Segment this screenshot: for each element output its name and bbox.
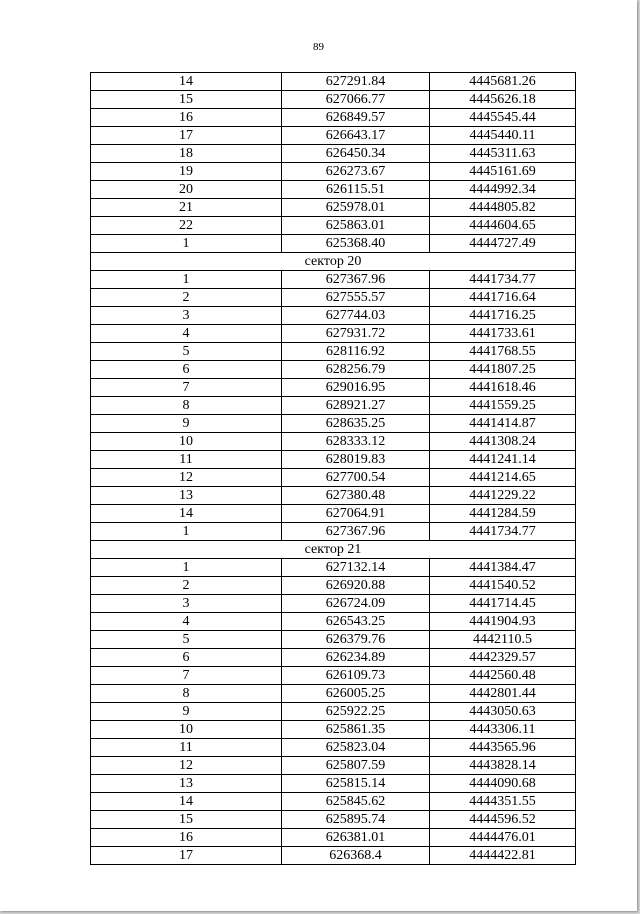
- table-row: [91, 721, 576, 739]
- x-coordinate-cell: 627132.14: [282, 559, 430, 577]
- x-coordinate-cell: 625823.04: [282, 739, 430, 757]
- point-number-cell: 7: [91, 667, 282, 685]
- table-row: [91, 451, 576, 469]
- y-coordinate-cell: 4441284.59: [430, 505, 576, 523]
- table-row: [91, 631, 576, 649]
- y-coordinate-cell: 4442110.5: [430, 631, 576, 649]
- table-row: [91, 739, 576, 757]
- y-coordinate-cell: 4441414.87: [430, 415, 576, 433]
- coordinates-table-body: [91, 73, 576, 865]
- point-number-cell: 12: [91, 757, 282, 775]
- table-row: [91, 325, 576, 343]
- y-coordinate-cell: 4441807.25: [430, 361, 576, 379]
- point-number-cell: 14: [91, 73, 282, 91]
- point-number-cell: 12: [91, 469, 282, 487]
- table-row: [91, 757, 576, 775]
- x-coordinate-cell: 627744.03: [282, 307, 430, 325]
- y-coordinate-cell: 4441540.52: [430, 577, 576, 595]
- point-number-cell: 4: [91, 613, 282, 631]
- y-coordinate-cell: 4441559.25: [430, 397, 576, 415]
- table-row: [91, 667, 576, 685]
- y-coordinate-cell: 4445161.69: [430, 163, 576, 181]
- x-coordinate-cell: 628921.27: [282, 397, 430, 415]
- point-number-cell: 6: [91, 361, 282, 379]
- point-number-cell: 5: [91, 631, 282, 649]
- point-number-cell: 14: [91, 505, 282, 523]
- x-coordinate-cell: 627367.96: [282, 271, 430, 289]
- point-number-cell: 1: [91, 559, 282, 577]
- point-number-cell: 3: [91, 307, 282, 325]
- point-number-cell: 9: [91, 703, 282, 721]
- page-number: 89: [313, 41, 324, 53]
- x-coordinate-cell: 626109.73: [282, 667, 430, 685]
- x-coordinate-cell: 629016.95: [282, 379, 430, 397]
- x-coordinate-cell: 626115.51: [282, 181, 430, 199]
- point-number-cell: 22: [91, 217, 282, 235]
- x-coordinate-cell: 626381.01: [282, 829, 430, 847]
- point-number-cell: 17: [91, 847, 282, 865]
- table-row: [91, 307, 576, 325]
- x-coordinate-cell: 625815.14: [282, 775, 430, 793]
- y-coordinate-cell: 4442801.44: [430, 685, 576, 703]
- y-coordinate-cell: 4445626.18: [430, 91, 576, 109]
- sector-label: сектор 21: [91, 541, 576, 559]
- table-row: [91, 559, 576, 577]
- point-number-cell: 21: [91, 199, 282, 217]
- table-row: [91, 91, 576, 109]
- y-coordinate-cell: 4445311.63: [430, 145, 576, 163]
- point-number-cell: 18: [91, 145, 282, 163]
- y-coordinate-cell: 4441618.46: [430, 379, 576, 397]
- table-row: [91, 703, 576, 721]
- x-coordinate-cell: 627291.84: [282, 73, 430, 91]
- table-row: [91, 433, 576, 451]
- point-number-cell: 19: [91, 163, 282, 181]
- y-coordinate-cell: 4445440.11: [430, 127, 576, 145]
- y-coordinate-cell: 4444596.52: [430, 811, 576, 829]
- point-number-cell: 1: [91, 235, 282, 253]
- y-coordinate-cell: 4442560.48: [430, 667, 576, 685]
- x-coordinate-cell: 628116.92: [282, 343, 430, 361]
- y-coordinate-cell: 4444805.82: [430, 199, 576, 217]
- x-coordinate-cell: 625861.35: [282, 721, 430, 739]
- point-number-cell: 11: [91, 739, 282, 757]
- point-number-cell: 13: [91, 487, 282, 505]
- x-coordinate-cell: 628333.12: [282, 433, 430, 451]
- y-coordinate-cell: 4441714.45: [430, 595, 576, 613]
- point-number-cell: 15: [91, 811, 282, 829]
- x-coordinate-cell: 625978.01: [282, 199, 430, 217]
- y-coordinate-cell: 4444351.55: [430, 793, 576, 811]
- table-row: [91, 271, 576, 289]
- x-coordinate-cell: 627555.57: [282, 289, 430, 307]
- x-coordinate-cell: 627700.54: [282, 469, 430, 487]
- x-coordinate-cell: 625863.01: [282, 217, 430, 235]
- table-row: [91, 847, 576, 865]
- point-number-cell: 10: [91, 721, 282, 739]
- point-number-cell: 13: [91, 775, 282, 793]
- y-coordinate-cell: 4441904.93: [430, 613, 576, 631]
- x-coordinate-cell: 625845.62: [282, 793, 430, 811]
- point-number-cell: 15: [91, 91, 282, 109]
- y-coordinate-cell: 4443306.11: [430, 721, 576, 739]
- y-coordinate-cell: 4441214.65: [430, 469, 576, 487]
- table-row: [91, 397, 576, 415]
- y-coordinate-cell: 4441229.22: [430, 487, 576, 505]
- table-row: [91, 361, 576, 379]
- y-coordinate-cell: 4441733.61: [430, 325, 576, 343]
- point-number-cell: 1: [91, 271, 282, 289]
- point-number-cell: 4: [91, 325, 282, 343]
- table-row: [91, 811, 576, 829]
- y-coordinate-cell: 4441241.14: [430, 451, 576, 469]
- x-coordinate-cell: 625922.25: [282, 703, 430, 721]
- table-row: [91, 343, 576, 361]
- point-number-cell: 2: [91, 289, 282, 307]
- y-coordinate-cell: 4441716.64: [430, 289, 576, 307]
- point-number-cell: 16: [91, 829, 282, 847]
- point-number-cell: 10: [91, 433, 282, 451]
- table-row: [91, 829, 576, 847]
- y-coordinate-cell: 4441384.47: [430, 559, 576, 577]
- point-number-cell: 8: [91, 685, 282, 703]
- point-number-cell: 9: [91, 415, 282, 433]
- y-coordinate-cell: 4441768.55: [430, 343, 576, 361]
- x-coordinate-cell: 628635.25: [282, 415, 430, 433]
- y-coordinate-cell: 4443565.96: [430, 739, 576, 757]
- y-coordinate-cell: 4442329.57: [430, 649, 576, 667]
- x-coordinate-cell: 626643.17: [282, 127, 430, 145]
- table-row: [91, 217, 576, 235]
- x-coordinate-cell: 626273.67: [282, 163, 430, 181]
- x-coordinate-cell: 626234.89: [282, 649, 430, 667]
- x-coordinate-cell: 626379.76: [282, 631, 430, 649]
- y-coordinate-cell: 4444604.65: [430, 217, 576, 235]
- table-row: [91, 73, 576, 91]
- table-row: [91, 649, 576, 667]
- table-row: [91, 595, 576, 613]
- point-number-cell: 1: [91, 523, 282, 541]
- table-row: [91, 577, 576, 595]
- table-row: [91, 523, 576, 541]
- point-number-cell: 20: [91, 181, 282, 199]
- sector-header-row: [91, 541, 576, 559]
- point-number-cell: 7: [91, 379, 282, 397]
- table-row: [91, 775, 576, 793]
- table-row: [91, 235, 576, 253]
- point-number-cell: 16: [91, 109, 282, 127]
- point-number-cell: 8: [91, 397, 282, 415]
- table-row: [91, 289, 576, 307]
- y-coordinate-cell: 4445545.44: [430, 109, 576, 127]
- y-coordinate-cell: 4443828.14: [430, 757, 576, 775]
- table-row: [91, 127, 576, 145]
- y-coordinate-cell: 4441716.25: [430, 307, 576, 325]
- y-coordinate-cell: 4441734.77: [430, 271, 576, 289]
- x-coordinate-cell: 627931.72: [282, 325, 430, 343]
- point-number-cell: 3: [91, 595, 282, 613]
- sector-header-row: [91, 253, 576, 271]
- point-number-cell: 17: [91, 127, 282, 145]
- x-coordinate-cell: 627380.48: [282, 487, 430, 505]
- y-coordinate-cell: 4444992.34: [430, 181, 576, 199]
- x-coordinate-cell: 626724.09: [282, 595, 430, 613]
- x-coordinate-cell: 626920.88: [282, 577, 430, 595]
- x-coordinate-cell: 625807.59: [282, 757, 430, 775]
- table-row: [91, 793, 576, 811]
- y-coordinate-cell: 4441734.77: [430, 523, 576, 541]
- x-coordinate-cell: 625368.40: [282, 235, 430, 253]
- table-row: [91, 199, 576, 217]
- point-number-cell: 11: [91, 451, 282, 469]
- table-row: [91, 505, 576, 523]
- x-coordinate-cell: 625895.74: [282, 811, 430, 829]
- y-coordinate-cell: 4444090.68: [430, 775, 576, 793]
- y-coordinate-cell: 4444727.49: [430, 235, 576, 253]
- table-row: [91, 163, 576, 181]
- y-coordinate-cell: 4444422.81: [430, 847, 576, 865]
- x-coordinate-cell: 626849.57: [282, 109, 430, 127]
- coordinates-table: [90, 72, 576, 865]
- y-coordinate-cell: 4443050.63: [430, 703, 576, 721]
- x-coordinate-cell: 627066.77: [282, 91, 430, 109]
- table-row: [91, 109, 576, 127]
- x-coordinate-cell: 628256.79: [282, 361, 430, 379]
- table-row: [91, 685, 576, 703]
- x-coordinate-cell: 626450.34: [282, 145, 430, 163]
- x-coordinate-cell: 626368.4: [282, 847, 430, 865]
- point-number-cell: 6: [91, 649, 282, 667]
- x-coordinate-cell: 626005.25: [282, 685, 430, 703]
- x-coordinate-cell: 627064.91: [282, 505, 430, 523]
- point-number-cell: 14: [91, 793, 282, 811]
- x-coordinate-cell: 626543.25: [282, 613, 430, 631]
- sector-label: сектор 20: [91, 253, 576, 271]
- y-coordinate-cell: 4441308.24: [430, 433, 576, 451]
- x-coordinate-cell: 627367.96: [282, 523, 430, 541]
- table-row: [91, 181, 576, 199]
- y-coordinate-cell: 4444476.01: [430, 829, 576, 847]
- point-number-cell: 2: [91, 577, 282, 595]
- table-row: [91, 145, 576, 163]
- table-row: [91, 469, 576, 487]
- y-coordinate-cell: 4445681.26: [430, 73, 576, 91]
- table-row: [91, 379, 576, 397]
- point-number-cell: 5: [91, 343, 282, 361]
- table-row: [91, 487, 576, 505]
- x-coordinate-cell: 628019.83: [282, 451, 430, 469]
- table-row: [91, 415, 576, 433]
- table-row: [91, 613, 576, 631]
